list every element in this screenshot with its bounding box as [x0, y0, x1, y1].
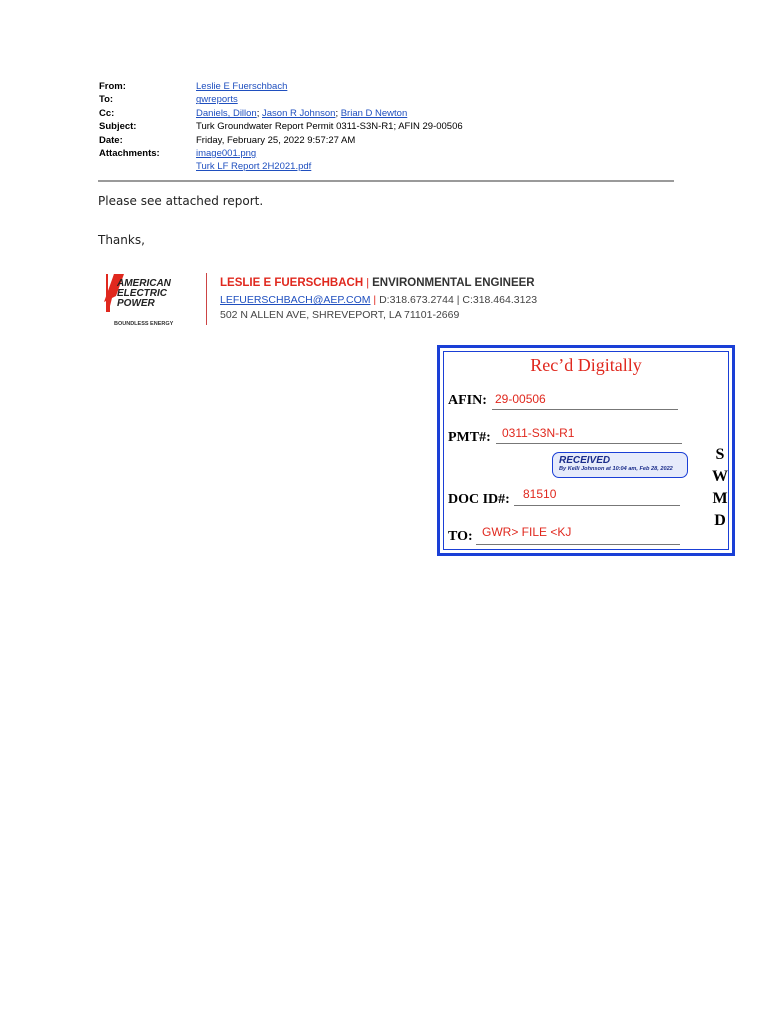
attachment-link-image[interactable]: image001.png — [196, 148, 257, 160]
signature-name: LESLIE E FUERSCHBACH — [220, 277, 364, 289]
swmd-letter: S — [715, 446, 725, 463]
signature-phones: D:318.673.2744 | C:318.464.3123 — [379, 294, 538, 306]
signature-title: ENVIRONMENTAL ENGINEER — [372, 277, 535, 289]
signature-address: 502 N ALLEN AVE, SHREVEPORT, LA 71101-2669 — [220, 309, 460, 321]
cc-row — [99, 107, 463, 120]
pmt-value: 0311-S3N-R1 — [502, 426, 575, 440]
subject-row — [99, 120, 463, 133]
pmt-label: PMT#: — [448, 430, 491, 445]
subject-label: Subject: — [99, 121, 137, 133]
date-value: Friday, February 25, 2022 9:57:27 AM — [196, 134, 356, 146]
afin-value: 29-00506 — [495, 392, 546, 406]
swmd-vertical-label — [710, 444, 730, 532]
received-title: RECEIVED — [559, 455, 611, 466]
svg-text:ELECTRIC: ELECTRIC — [117, 288, 167, 299]
svg-text:POWER: POWER — [117, 298, 155, 309]
stamp-inner-border — [443, 351, 729, 550]
signature-divider — [206, 273, 207, 325]
afin-label: AFIN: — [448, 393, 487, 408]
stamp-title: Rec’d Digitally — [530, 355, 642, 375]
to-value: GWR> FILE <KJ — [482, 525, 572, 539]
to-label: TO: — [448, 529, 473, 544]
attachment-link-report[interactable]: Turk LF Report 2H2021.pdf — [196, 161, 312, 173]
from-label: From: — [99, 81, 126, 92]
swmd-letter: W — [712, 468, 728, 485]
date-row — [99, 134, 463, 147]
cc-separator: ; — [256, 107, 260, 119]
received-by: By Kelli Johnson at 10:04 am, Feb 28, 2022 — [559, 466, 673, 472]
body-line-1: Please see attached report. — [98, 194, 264, 208]
header-divider — [98, 180, 674, 182]
received-stamp — [437, 345, 735, 556]
attachments-label: Attachments: — [99, 148, 160, 160]
to-row — [99, 93, 463, 106]
cc-separator: ; — [335, 107, 339, 119]
to-link[interactable]: gwreports — [196, 94, 238, 106]
to-underline — [476, 544, 680, 545]
from-row — [99, 80, 463, 93]
pmt-underline — [496, 443, 682, 444]
docid-value: 81510 — [523, 487, 557, 501]
date-label: Date: — [99, 134, 123, 146]
signature-pipe: | — [366, 277, 370, 289]
received-badge — [552, 452, 688, 478]
docid-underline — [514, 505, 680, 506]
from-link[interactable]: Leslie E Fuerschbach — [196, 81, 288, 92]
subject-value: Turk Groundwater Report Permit 0311-S3N-R1; AFIN 29-00506 — [196, 121, 463, 133]
signature-email-link[interactable]: LEFUERSCHBACH@AEP.COM — [220, 294, 371, 306]
docid-label: DOC ID#: — [448, 492, 510, 507]
afin-underline — [492, 409, 678, 410]
svg-text:BOUNDLESS ENERGY: BOUNDLESS ENERGY — [114, 321, 174, 327]
email-signature — [220, 277, 537, 321]
email-header — [99, 80, 463, 174]
cc-link-johnson[interactable]: Jason R Johnson — [262, 107, 336, 119]
signature-pipe: | — [373, 294, 377, 306]
to-label: To: — [99, 94, 114, 106]
cc-label: Cc: — [99, 107, 115, 119]
aep-logo — [102, 272, 198, 330]
body-line-2: Thanks, — [98, 233, 145, 247]
cc-link-newton[interactable]: Brian D Newton — [340, 107, 408, 119]
swmd-letter: D — [714, 512, 726, 529]
swmd-letter: M — [712, 490, 728, 507]
attachments-row — [99, 147, 463, 174]
svg-text:AMERICAN: AMERICAN — [117, 278, 171, 289]
cc-link-daniels[interactable]: Daniels, Dillon — [196, 107, 257, 119]
